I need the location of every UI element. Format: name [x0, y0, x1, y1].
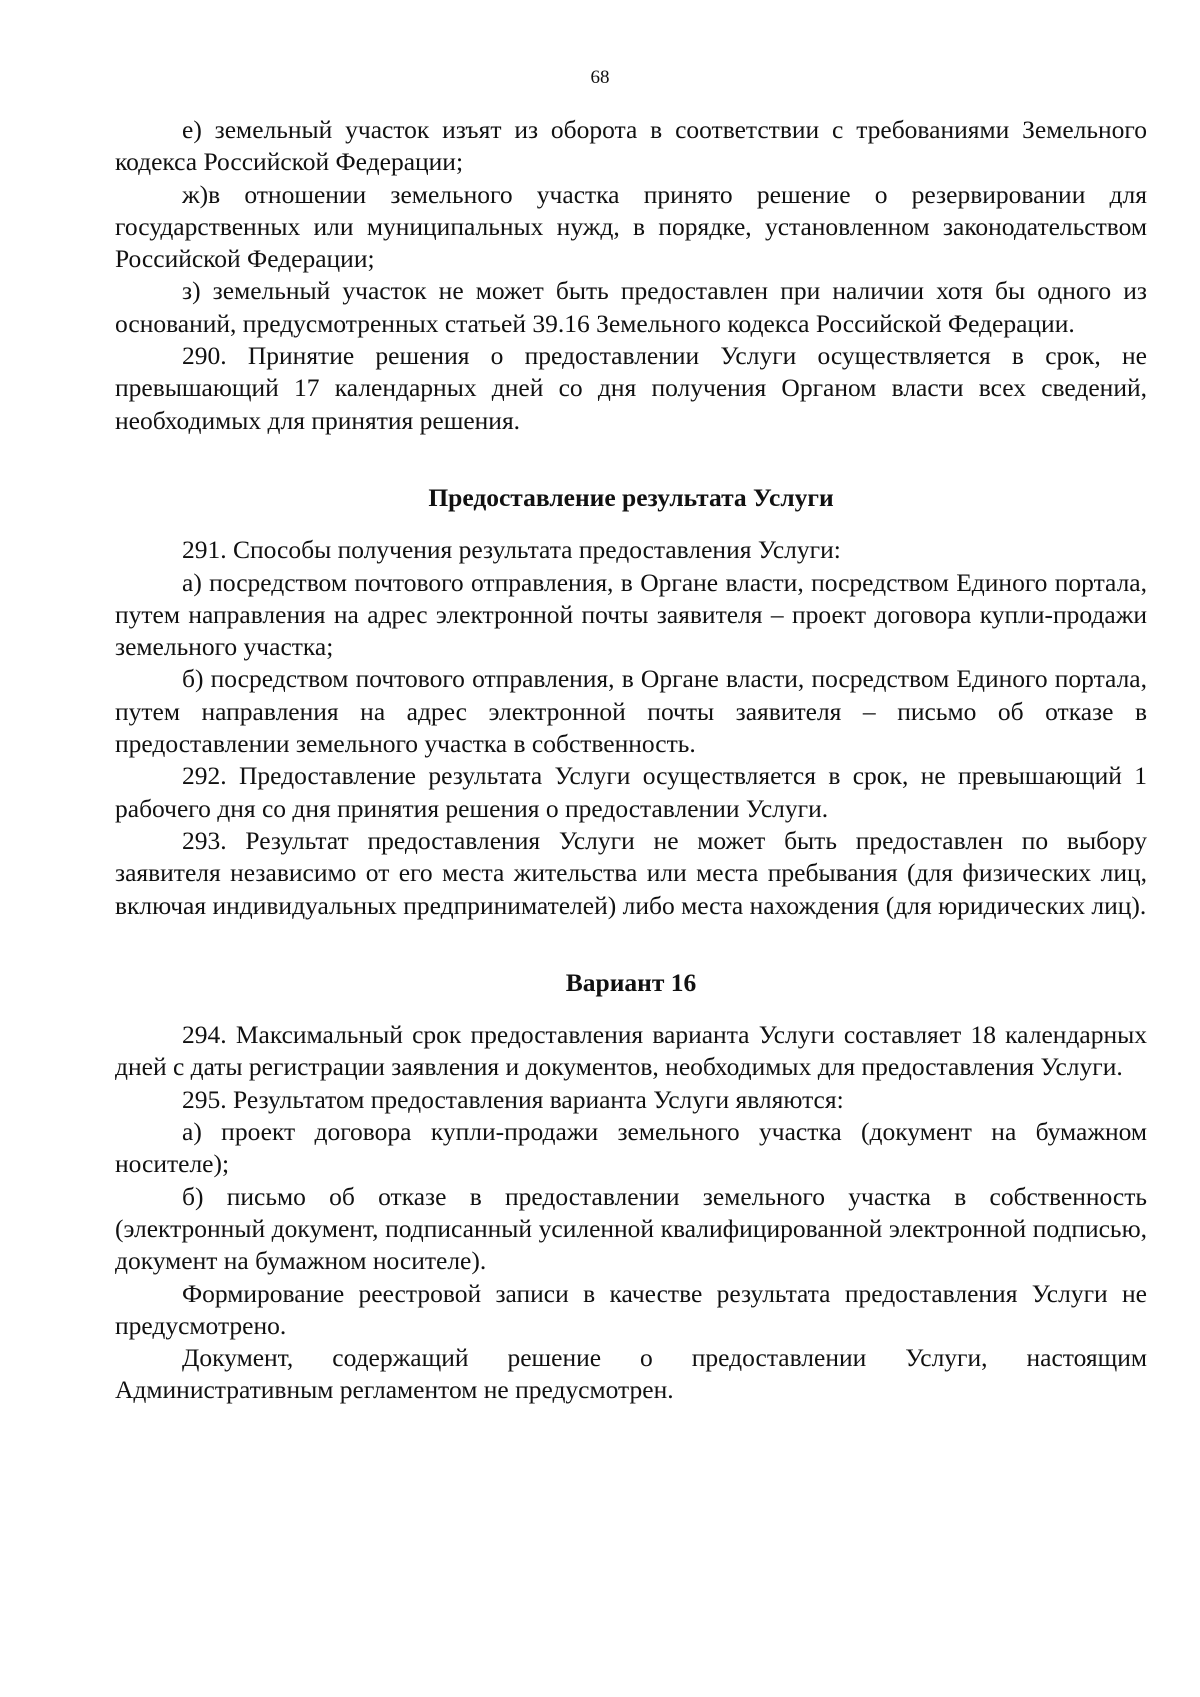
- paragraph-decision-document: Документ, содержащий решение о предоставлении Услуги, настоящим Административным регламентом не предусмотрен.: [115, 1343, 1147, 1405]
- paragraph-295: 295. Результатом предоставления варианта Услуги являются:: [182, 1084, 844, 1114]
- paragraph-291: 291. Способы получения результата предоставления Услуги:: [182, 535, 841, 565]
- page-number: 68: [590, 67, 610, 88]
- section-heading-result: Предоставление результата Услуги: [428, 482, 834, 512]
- document-body: [115, 114, 1147, 1407]
- paragraph-291-a: а) посредством почтового отправления, в Органе власти, посредством Единого портала, путем направления на адрес электронной почты заявителя – проект договора купли-продажи земельного участка;: [115, 567, 1147, 662]
- section-heading-variant-16: Вариант 16: [565, 967, 697, 997]
- spacer: [115, 437, 1147, 482]
- paragraph-item-zh: ж)в отношении земельного участка принято решение о резервировании для государственных или муниципальных нужд, в порядке, установленном законодательством Российской Федерации;: [115, 179, 1147, 274]
- paragraph-293: 293. Результат предоставления Услуги не может быть предоставлен по выбору заявителя независимо от его места жительства или места пребывания (для физических лиц, включая индивидуальных предпринимателей) либо места нахождения (для юридических лиц).: [115, 825, 1147, 920]
- paragraph-290: 290. Принятие решения о предоставлении Услуги осуществляется в срок, не превышающий 17 календарных дней со дня получения Органом власти всех сведений, необходимых для принятия решения.: [115, 341, 1147, 435]
- paragraph-registry-record: Формирование реестровой записи в качестве результата предоставления Услуги не предусмотрено.: [115, 1278, 1147, 1340]
- paragraph-item-z: з) земельный участок не может быть предоставлен при наличии хотя бы одного из оснований, предусмотренных статьей 39.16 Земельного кодекса Российской Федерации.: [115, 276, 1147, 338]
- paragraph-292: 292. Предоставление результата Услуги осуществляется в срок, не превышающий 1 рабочего дня со дня принятия решения о предоставлении Услуги.: [115, 761, 1147, 823]
- spacer: [115, 999, 1147, 1019]
- spacer: [115, 514, 1147, 534]
- paragraph-295-b: б) письмо об отказе в предоставлении земельного участка в собственность (электронный документ, подписанный усиленной квалифицированной электронной подписью, документ на бумажном носителе).: [115, 1181, 1147, 1276]
- paragraph-291-b: б) посредством почтового отправления, в Органе власти, посредством Единого портала, путем направления на адрес электронной почты заявителя – письмо об отказе в предоставлении земельного участка в собственность.: [115, 664, 1147, 759]
- paragraph-295-a: а) проект договора купли-продажи земельного участка (документ на бумажном носителе);: [115, 1117, 1147, 1179]
- paragraph-294: 294. Максимальный срок предоставления варианта Услуги составляет 18 календарных дней с даты регистрации заявления и документов, необходимых для предоставления Услуги.: [115, 1020, 1147, 1082]
- paragraph-item-e: е) земельный участок изъят из оборота в соответствии с требованиями Земельного кодекса Российской Федерации;: [115, 115, 1147, 177]
- spacer: [115, 922, 1147, 967]
